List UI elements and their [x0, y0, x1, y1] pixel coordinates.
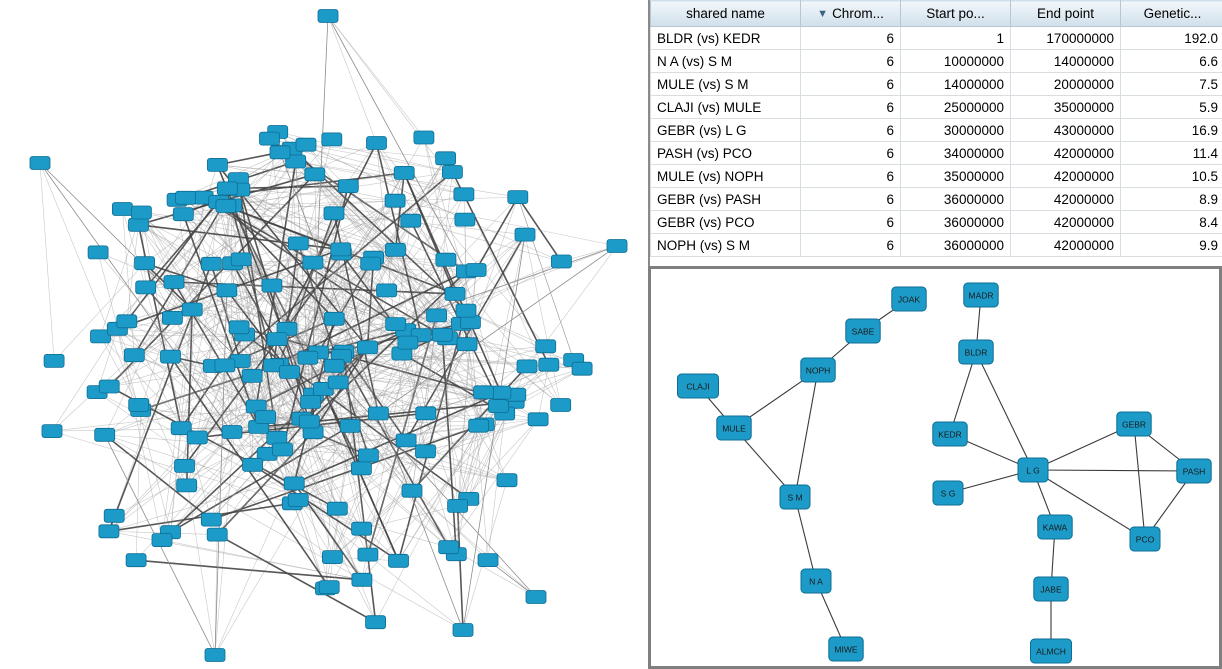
network-node[interactable]: [262, 279, 282, 292]
table-cell-chromosome[interactable]: 6: [801, 142, 901, 165]
table-cell-genetic[interactable]: 9.9: [1121, 234, 1222, 257]
network-node[interactable]: [88, 246, 108, 259]
network-node-label: BLDR: [964, 347, 988, 358]
network-node[interactable]: [517, 360, 537, 373]
network-node[interactable]: [457, 338, 477, 351]
network-node-label: SABE: [851, 326, 875, 337]
network-node[interactable]: [215, 359, 235, 372]
network-node[interactable]: [361, 257, 381, 270]
table-cell-shared_name[interactable]: GEBR (vs) PCO: [651, 211, 801, 234]
network-node[interactable]: [551, 399, 571, 412]
network-node[interactable]: [454, 188, 474, 201]
network-node-label: MULE: [722, 423, 746, 434]
network-node[interactable]: [124, 349, 144, 362]
network-node[interactable]: [217, 284, 237, 297]
network-node-label: JABE: [1040, 584, 1062, 595]
table-row[interactable]: [651, 165, 1222, 188]
network-node-label: CLAJI: [686, 381, 710, 392]
network-node[interactable]: [136, 281, 156, 294]
network-edge[interactable]: [215, 426, 350, 655]
table-row[interactable]: [651, 50, 1222, 73]
table-cell-genetic[interactable]: 192.0: [1121, 27, 1222, 50]
network-node[interactable]: [164, 276, 184, 289]
network-node[interactable]: [892, 287, 926, 311]
table-cell-genetic[interactable]: 16.9: [1121, 119, 1222, 142]
table-row[interactable]: [651, 27, 1222, 50]
network-node[interactable]: [466, 264, 486, 277]
network-node[interactable]: [508, 191, 528, 204]
network-node[interactable]: [398, 336, 418, 349]
edge-data-table[interactable]: [650, 0, 1222, 257]
table-cell-end_point[interactable]: 42000000: [1011, 142, 1121, 165]
network-edge[interactable]: [328, 16, 424, 138]
network-node[interactable]: [456, 304, 476, 317]
network-node[interactable]: [288, 493, 308, 506]
network-node-label: N A: [809, 576, 823, 587]
network-node[interactable]: [386, 243, 406, 256]
data-table-panel[interactable]: [648, 0, 1222, 266]
network-node[interactable]: [324, 312, 344, 325]
small-network-nodes: [678, 283, 1212, 663]
network-node[interactable]: [678, 374, 719, 398]
table-header-row: [651, 1, 1222, 27]
network-node[interactable]: [322, 551, 342, 564]
table-cell-genetic[interactable]: 11.4: [1121, 142, 1222, 165]
network-node[interactable]: [256, 411, 276, 424]
table-cell-shared_name[interactable]: PASH (vs) PCO: [651, 142, 801, 165]
column-header-end-point-label: End point: [1036, 6, 1095, 21]
network-node[interactable]: [104, 509, 124, 522]
table-cell-chromosome[interactable]: 6: [801, 188, 901, 211]
table-cell-shared_name[interactable]: GEBR (vs) PASH: [651, 188, 801, 211]
network-edge[interactable]: [1134, 424, 1145, 539]
network-node-label: KEDR: [938, 429, 962, 440]
network-node[interactable]: [528, 413, 548, 426]
network-node[interactable]: [394, 166, 414, 179]
network-edge[interactable]: [332, 557, 463, 630]
network-node[interactable]: [243, 458, 263, 471]
table-row[interactable]: [651, 211, 1222, 234]
network-node[interactable]: [386, 318, 406, 331]
network-node[interactable]: [95, 428, 115, 441]
table-cell-shared_name[interactable]: N A (vs) S M: [651, 50, 801, 73]
network-node[interactable]: [273, 443, 293, 456]
network-node[interactable]: [497, 474, 517, 487]
network-node[interactable]: [478, 554, 498, 567]
network-node[interactable]: [351, 462, 371, 475]
table-cell-chromosome[interactable]: 6: [801, 50, 901, 73]
network-node[interactable]: [416, 445, 436, 458]
network-node[interactable]: [436, 253, 456, 266]
table-cell-chromosome[interactable]: 6: [801, 73, 901, 96]
network-node[interactable]: [526, 591, 546, 604]
table-cell-shared_name[interactable]: MULE (vs) NOPH: [651, 165, 801, 188]
network-node[interactable]: [44, 354, 64, 367]
network-node[interactable]: [284, 477, 304, 490]
network-node[interactable]: [327, 502, 347, 515]
network-node[interactable]: [846, 319, 880, 343]
network-node[interactable]: [173, 208, 193, 221]
network-node-label: KAWA: [1042, 522, 1068, 533]
network-node[interactable]: [205, 649, 225, 662]
network-node[interactable]: [201, 257, 221, 270]
network-node[interactable]: [460, 316, 480, 329]
table-cell-start_point[interactable]: 35000000: [901, 165, 1011, 188]
network-node[interactable]: [780, 485, 810, 509]
table-cell-end_point[interactable]: 43000000: [1011, 119, 1121, 142]
network-node-label: S G: [940, 488, 956, 499]
network-node[interactable]: [1038, 515, 1072, 539]
network-node[interactable]: [322, 133, 342, 146]
network-node[interactable]: [396, 434, 416, 447]
network-node[interactable]: [187, 431, 207, 444]
network-node[interactable]: [352, 522, 372, 535]
network-node[interactable]: [267, 333, 287, 346]
table-cell-start_point[interactable]: 34000000: [901, 142, 1011, 165]
network-node[interactable]: [367, 137, 387, 150]
table-cell-start_point[interactable]: 14000000: [901, 73, 1011, 96]
network-node[interactable]: [135, 257, 155, 270]
network-node[interactable]: [539, 358, 559, 371]
network-node[interactable]: [959, 340, 993, 364]
network-node[interactable]: [352, 573, 372, 586]
network-node[interactable]: [260, 132, 280, 145]
network-node[interactable]: [366, 616, 386, 629]
column-header-chromosome-label: Chrom...: [832, 6, 884, 21]
network-node[interactable]: [229, 321, 249, 334]
network-edge[interactable]: [328, 16, 377, 143]
network-node[interactable]: [299, 415, 319, 428]
table-cell-chromosome[interactable]: 6: [801, 211, 901, 234]
network-node[interactable]: [176, 191, 196, 204]
network-node[interactable]: [324, 359, 344, 372]
network-node[interactable]: [436, 152, 456, 165]
network-node[interactable]: [377, 284, 397, 297]
network-node[interactable]: [30, 157, 50, 170]
network-node[interactable]: [331, 243, 351, 256]
network-node[interactable]: [1117, 412, 1151, 436]
network-node[interactable]: [201, 513, 221, 526]
network-node[interactable]: [1177, 459, 1211, 483]
table-cell-end_point[interactable]: 35000000: [1011, 96, 1121, 119]
table-cell-start_point[interactable]: 1: [901, 27, 1011, 50]
network-node[interactable]: [1031, 639, 1072, 663]
network-node[interactable]: [536, 340, 556, 353]
network-node[interactable]: [442, 166, 462, 179]
network-node[interactable]: [1130, 527, 1160, 551]
column-header-start-point-label: Start po...: [926, 6, 985, 21]
table-cell-genetic[interactable]: 10.5: [1121, 165, 1222, 188]
network-node[interactable]: [99, 380, 119, 393]
table-cell-end_point[interactable]: 20000000: [1011, 73, 1121, 96]
network-node[interactable]: [445, 287, 465, 300]
network-node[interactable]: [368, 407, 388, 420]
table-cell-chromosome[interactable]: 6: [801, 234, 901, 257]
network-node[interactable]: [175, 459, 195, 472]
network-node[interactable]: [358, 341, 378, 354]
table-cell-genetic[interactable]: 8.4: [1121, 211, 1222, 234]
network-node-label: L G: [1026, 465, 1040, 476]
network-node[interactable]: [401, 214, 421, 227]
network-node[interactable]: [717, 416, 751, 440]
network-edge[interactable]: [40, 163, 141, 410]
table-row[interactable]: [651, 96, 1222, 119]
network-node-label: MADR: [968, 290, 994, 301]
network-node[interactable]: [358, 548, 378, 561]
network-node[interactable]: [117, 315, 137, 328]
column-header-start-point[interactable]: [901, 1, 1011, 27]
table-row[interactable]: [651, 119, 1222, 142]
column-header-genetic-label: Genetic...: [1143, 6, 1202, 21]
network-node[interactable]: [489, 400, 509, 413]
network-node[interactable]: [964, 283, 998, 307]
network-edge[interactable]: [227, 188, 395, 200]
network-node[interactable]: [416, 407, 436, 420]
table-row[interactable]: [651, 234, 1222, 257]
network-node-label: ALMCH: [1036, 646, 1066, 657]
network-node-label: NOPH: [805, 365, 831, 376]
table-cell-start_point[interactable]: 36000000: [901, 188, 1011, 211]
network-node[interactable]: [161, 350, 181, 363]
network-node[interactable]: [152, 534, 172, 547]
table-cell-genetic[interactable]: 8.9: [1121, 188, 1222, 211]
network-node[interactable]: [222, 426, 242, 439]
network-node[interactable]: [270, 146, 290, 159]
network-node-label: MIWE: [834, 644, 858, 655]
network-node[interactable]: [385, 194, 405, 207]
table-cell-end_point[interactable]: 42000000: [1011, 211, 1121, 234]
network-node[interactable]: [301, 395, 321, 408]
network-node[interactable]: [358, 449, 378, 462]
network-node[interactable]: [42, 425, 62, 438]
table-row[interactable]: [651, 73, 1222, 96]
network-node-label: PCO: [1135, 534, 1155, 545]
network-node[interactable]: [177, 479, 197, 492]
network-node[interactable]: [389, 554, 409, 567]
table-cell-genetic[interactable]: 7.5: [1121, 73, 1222, 96]
network-node[interactable]: [1018, 458, 1048, 482]
network-edge[interactable]: [499, 246, 618, 406]
network-node[interactable]: [455, 213, 475, 226]
network-node[interactable]: [303, 256, 323, 269]
network-node[interactable]: [280, 365, 300, 378]
network-node[interactable]: [207, 528, 227, 541]
table-row[interactable]: [651, 142, 1222, 165]
table-cell-end_point[interactable]: 42000000: [1011, 234, 1121, 257]
table-cell-end_point[interactable]: 170000000: [1011, 27, 1121, 50]
network-edge[interactable]: [795, 497, 816, 581]
network-node[interactable]: [515, 228, 535, 241]
network-node-label: PASH: [1182, 466, 1206, 477]
network-node[interactable]: [182, 303, 202, 316]
network-node[interactable]: [572, 362, 592, 375]
network-node[interactable]: [231, 253, 251, 266]
network-edge[interactable]: [1033, 470, 1194, 471]
network-node[interactable]: [829, 637, 863, 661]
table-cell-start_point[interactable]: 25000000: [901, 96, 1011, 119]
network-node[interactable]: [453, 624, 473, 637]
network-node[interactable]: [242, 369, 262, 382]
network-node[interactable]: [267, 431, 287, 444]
network-node[interactable]: [439, 541, 459, 554]
network-node[interactable]: [1034, 577, 1068, 601]
network-edge[interactable]: [458, 506, 463, 630]
network-node[interactable]: [305, 168, 325, 181]
network-node[interactable]: [216, 200, 236, 213]
network-node[interactable]: [933, 481, 963, 505]
network-node[interactable]: [207, 158, 227, 171]
network-node[interactable]: [126, 554, 146, 567]
table-cell-end_point[interactable]: 42000000: [1011, 165, 1121, 188]
network-node[interactable]: [801, 358, 835, 382]
column-header-genetic[interactable]: [1121, 1, 1222, 27]
table-cell-start_point[interactable]: 10000000: [901, 50, 1011, 73]
table-cell-shared_name[interactable]: NOPH (vs) S M: [651, 234, 801, 257]
small-network-view[interactable]: [648, 266, 1222, 669]
table-cell-shared_name[interactable]: GEBR (vs) L G: [651, 119, 801, 142]
network-node[interactable]: [338, 180, 358, 193]
network-node[interactable]: [129, 218, 149, 231]
table-cell-chromosome[interactable]: 6: [801, 27, 901, 50]
network-node[interactable]: [296, 138, 316, 151]
network-node[interactable]: [551, 255, 571, 268]
network-node[interactable]: [933, 422, 967, 446]
network-node[interactable]: [112, 203, 132, 216]
network-edge[interactable]: [795, 370, 818, 497]
network-node[interactable]: [402, 484, 422, 497]
column-header-shared-name-label: shared name: [686, 6, 765, 21]
network-node[interactable]: [319, 581, 339, 594]
table-cell-start_point[interactable]: 36000000: [901, 234, 1011, 257]
network-node[interactable]: [298, 351, 318, 364]
network-node[interactable]: [318, 10, 338, 23]
table-row[interactable]: [651, 188, 1222, 211]
network-node[interactable]: [427, 309, 447, 322]
filter-icon: ▼: [817, 8, 829, 20]
table-cell-start_point[interactable]: 36000000: [901, 211, 1011, 234]
network-node[interactable]: [474, 386, 494, 399]
small-network-canvas[interactable]: [651, 269, 1219, 666]
network-node[interactable]: [432, 328, 452, 341]
network-node-label: JOAK: [897, 294, 921, 305]
network-edge[interactable]: [412, 491, 536, 597]
network-node[interactable]: [288, 237, 308, 250]
network-node[interactable]: [131, 206, 151, 219]
network-node[interactable]: [414, 131, 434, 144]
network-node[interactable]: [217, 182, 237, 195]
table-cell-genetic[interactable]: 6.6: [1121, 50, 1222, 73]
table-cell-start_point[interactable]: 30000000: [901, 119, 1011, 142]
column-header-shared-name[interactable]: [651, 1, 801, 27]
network-node[interactable]: [129, 398, 149, 411]
network-node[interactable]: [99, 525, 119, 538]
small-network-edges: [698, 295, 1194, 651]
network-node[interactable]: [448, 499, 468, 512]
table-cell-chromosome[interactable]: 6: [801, 96, 901, 119]
table-cell-genetic[interactable]: 5.9: [1121, 96, 1222, 119]
column-header-end-point[interactable]: [1011, 1, 1121, 27]
network-edge[interactable]: [395, 201, 617, 246]
network-node[interactable]: [162, 311, 182, 324]
network-node[interactable]: [469, 419, 489, 432]
network-edge[interactable]: [136, 410, 141, 560]
table-cell-chromosome[interactable]: 6: [801, 119, 901, 142]
network-node[interactable]: [328, 376, 348, 389]
network-node[interactable]: [340, 419, 360, 432]
network-node[interactable]: [324, 207, 344, 220]
network-node[interactable]: [801, 569, 831, 593]
table-cell-shared_name[interactable]: BLDR (vs) KEDR: [651, 27, 801, 50]
column-header-chromosome[interactable]: [801, 1, 901, 27]
network-node[interactable]: [607, 240, 627, 253]
table-cell-shared_name[interactable]: CLAJI (vs) MULE: [651, 96, 801, 119]
network-node-label: GEBR: [1121, 419, 1147, 430]
network-edge[interactable]: [976, 352, 1033, 470]
table-cell-end_point[interactable]: 42000000: [1011, 188, 1121, 211]
network-edge[interactable]: [518, 197, 574, 360]
table-cell-end_point[interactable]: 14000000: [1011, 50, 1121, 73]
table-cell-shared_name[interactable]: MULE (vs) S M: [651, 73, 801, 96]
table-cell-chromosome[interactable]: 6: [801, 165, 901, 188]
network-node-label: S M: [787, 492, 803, 503]
